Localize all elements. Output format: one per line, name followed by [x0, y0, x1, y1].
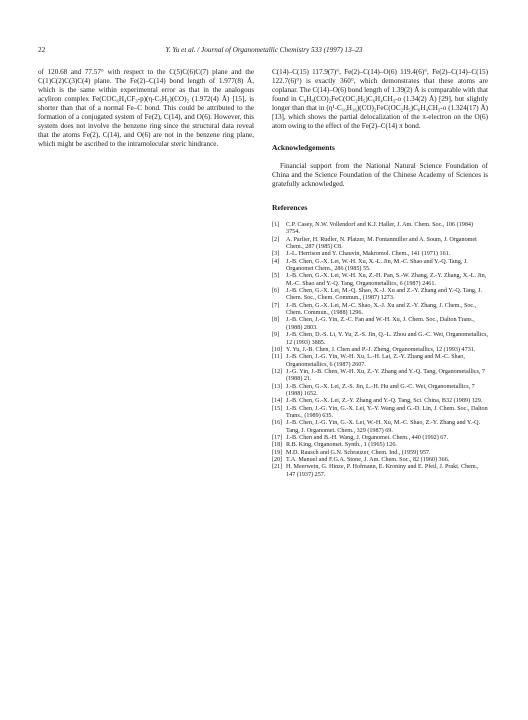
- reference-number: [15]: [272, 405, 283, 412]
- reference-text: J.-B. Chen, J.-G. Yin, Z.-C. Fan and W.-H. Xu, J. Chem. Soc., Dalton Trans., (1988) 2803.: [286, 317, 475, 331]
- reference-number: [8]: [272, 317, 280, 324]
- reference-text: M.D. Rausch and G.N. Schrauzer, Chem. Ind., (1959) 957.: [286, 449, 431, 456]
- reference-number: [12]: [272, 368, 283, 375]
- reference-number: [19]: [272, 449, 283, 456]
- reference-item: [272, 354, 488, 369]
- acknowledgements-text: Financial support from the National Natural Science Foundation of China and the Science Foundation of the Chinese Academy of Sciences is gratefully acknowledged.: [272, 162, 488, 188]
- reference-item: [272, 464, 488, 479]
- reference-number: [20]: [272, 457, 283, 463]
- reference-text: J.-G. Yin, J.-B. Chen, W.-H. Xu, Z.-Y. Zhang and Y.-Q. Tang, Organometallics, 7 (1988) 21.: [286, 368, 486, 383]
- reference-number: [5]: [272, 273, 280, 280]
- reference-text: J.-B. Chen, G.-X. Lei, M.-C. Shao, X.-J. Xu and Z.-Y. Zhang, J. Chem., Soc., Chem. Commun., (1988) 1296.: [286, 302, 477, 317]
- reference-item: [272, 347, 488, 354]
- reference-number: [7]: [272, 302, 280, 309]
- reference-text: J.-B. Chen, G.-X. Lei, Z.-Y. Zhang and Y.-Q. Tang, Sci. China, B32 (1989) 129.: [286, 398, 483, 405]
- reference-item: [272, 420, 488, 435]
- reference-number: [3]: [272, 251, 280, 258]
- reference-number: [18]: [272, 442, 283, 449]
- reference-text: T.A. Manuel and F.G.A. Stone, J. Am. Chem. Soc., 82 (1960) 366.: [286, 457, 450, 463]
- right-column: [272, 68, 488, 479]
- page-header: [38, 46, 490, 58]
- reference-text: J.-L. Herrison and Y. Chauvin, Makromol. Chem., 141 (1971) 161.: [286, 251, 451, 258]
- acknowledgements-heading: Acknowledgements: [272, 143, 335, 152]
- reference-item: [272, 259, 488, 274]
- body-paragraph: of 120.68 and 77.57° with respect to the C(5)C(6)C(7) plane and the C(1)C(2)C(3)C(4) plane. The Fe(2)–C(14) bond length of 1.977(8) Å, which is the same within experimental error as that in the analogous acyliron complex Fe(COC₆H₄CF₃-p)(η-C₅H₅)(CO)₂ (1.972(4) Å) [15], is shorter than that of a normal Fe–C bond. This could be attributed to the formation of a conjugated system of Fe(2), C(14), and O(6). However, this system does not involve the benzene ring since the structural data reveal that the atoms Fe(2), C(14), and O(6) are not in the benzene ring plane, which might be ascribed to the intramolecular steric hindrance.: [38, 68, 254, 148]
- reference-item: [272, 303, 488, 318]
- references-heading: References: [272, 203, 308, 212]
- reference-item: [272, 332, 488, 347]
- reference-list: [272, 222, 488, 479]
- reference-item: [272, 406, 488, 421]
- reference-number: [2]: [272, 236, 280, 243]
- reference-number: [14]: [272, 398, 283, 405]
- reference-number: [16]: [272, 420, 283, 427]
- reference-text: J.-B. Chen, J.-G. Yin, G.-X. Lei, W.-H. Xu, M.-C. Shao, Z.-Y. Zhang and Y.-Q. Tang, J. Organomet. Chem., 329 (1987) 69.: [286, 420, 481, 434]
- reference-number: [4]: [272, 258, 280, 265]
- reference-text: J.-B. Chen, G.-X. Lei, W.-H. Xu, X.-L. Jin, M.-C. Shao and Y.-Q. Tang, J. Organomet Chem., 286 (1985) 55.: [286, 258, 468, 273]
- reference-text: C.P. Casey, N.W. Vollendorf and K.J. Haller, J. Am. Chem. Soc., 106 (1984) 3754.: [286, 222, 474, 236]
- reference-text: R.B. King, Organomet. Synth., 1 (1965) 126.: [286, 442, 397, 449]
- reference-text: H. Meerwein, G. Hinze, P. Hofmann, E. Kroniny and E. Pfeil, J. Prakt. Chem., 147 (1937) 257.: [286, 464, 479, 478]
- reference-text: A. Parlier, H. Rudler, N. Platzer, M. Fontanmiller and A. Soum, J. Organomet Chem., 287 (1985) C8.: [286, 236, 477, 251]
- reference-item: [272, 251, 488, 258]
- running-head: Y. Yu et al. / Journal of Organometallic Chemistry 533 (1997) 13–23: [165, 46, 363, 54]
- reference-number: [21]: [272, 464, 283, 471]
- reference-item: [272, 273, 488, 288]
- reference-text: J.-B. Chen, G.-X. Lei, Z.-S. Jin, L.-H. Hu and G.-C. Wei, Organometallics, 7 (1988) 1652.: [286, 383, 475, 397]
- reference-item: [272, 384, 488, 399]
- reference-item: [272, 288, 488, 303]
- reference-number: [13]: [272, 383, 283, 390]
- reference-text: Y. Yu, J.-B. Chen, J. Chen and P.-J. Zheng, Organometallics, 12 (1993) 4731.: [286, 346, 476, 353]
- reference-number: [11]: [272, 354, 283, 361]
- reference-item: [272, 442, 488, 449]
- reference-text: J.-B. Chen, J.-G. Yin, W.-H. Xu, L.-H. Lai, Z.-Y. Zhang and M.-C. Shao, Organometallics, 6 (1987) 2607.: [286, 354, 465, 368]
- reference-item: [272, 450, 488, 457]
- reference-text: J.-B. Chen, G.-X. Lei, W.-H. Xu, Z.-H. Pan, S.-W. Zhang, Z.-Y. Zhang, X.-L. Jin, M.-C. Shao and Y.-Q. Tang, Organometallics, 6 (1987) 2461.: [286, 273, 487, 287]
- reference-number: [1]: [272, 222, 280, 228]
- reference-text: J.-B. Chen, J.-G. Yin, G.-X. Lei, Y.-Y. Wang and G.-D. Lin, J. Chem. Soc., Dalton Trans., (1989) 635.: [286, 405, 488, 419]
- reference-item: [272, 317, 488, 332]
- body-paragraph: C(14)–C(15) 117.9(7)°, Fe(2)–C(14)–O(6) 119.4(6)°, Fe(2)–C(14)–C(15) 122.7(6)°) is exactly 360°, which demonstrates that these atoms are coplanar. The C(14)–O(6) bond length of 1.39(2) Å is comparable with that found in C₈H₈(CO)₂FeC(OC₂H₅)C₆H₄CH₃-o (1.34(2) Å) [29], but slightly longer than that in (η¹-C₁₀H₁₆)(CO)₂FeC(OC₂H₅)C₆H₄CH₃-o (1.324(17) Å) [13], which shows the partial delocalization of the π-electron on the O(6) atom owing to the effect of the Fe(2)–C(14) π bond.: [272, 68, 488, 130]
- reference-number: [6]: [272, 288, 280, 295]
- reference-item: [272, 222, 488, 237]
- reference-item: [272, 369, 488, 384]
- reference-item: [272, 398, 488, 405]
- page-number: 22: [38, 46, 46, 54]
- reference-item: [272, 237, 488, 252]
- reference-text: J.-B. Chen, G.-X. Lei, M.-Q. Shao, X.-J. Xu and Z.-Y. Zhang and Y.-Q. Tang, J. Chem. Soc., Chem. Commun., (1987) 1273.: [286, 288, 482, 302]
- reference-number: [17]: [272, 434, 283, 441]
- reference-text: J.-B. Chen and B.-H. Wang, J. Organomet. Chem., 440 (1992) 67.: [286, 434, 448, 441]
- left-column: [38, 68, 254, 149]
- reference-text: J.-B. Chen, D.-S. Li, Y. Yu, Z.-S. Jin, Q.-L. Zhou and G.-C. Wei, Organometallics, 12 (1993) 3885.: [286, 332, 489, 346]
- reference-number: [10]: [272, 346, 283, 353]
- reference-number: [9]: [272, 332, 280, 339]
